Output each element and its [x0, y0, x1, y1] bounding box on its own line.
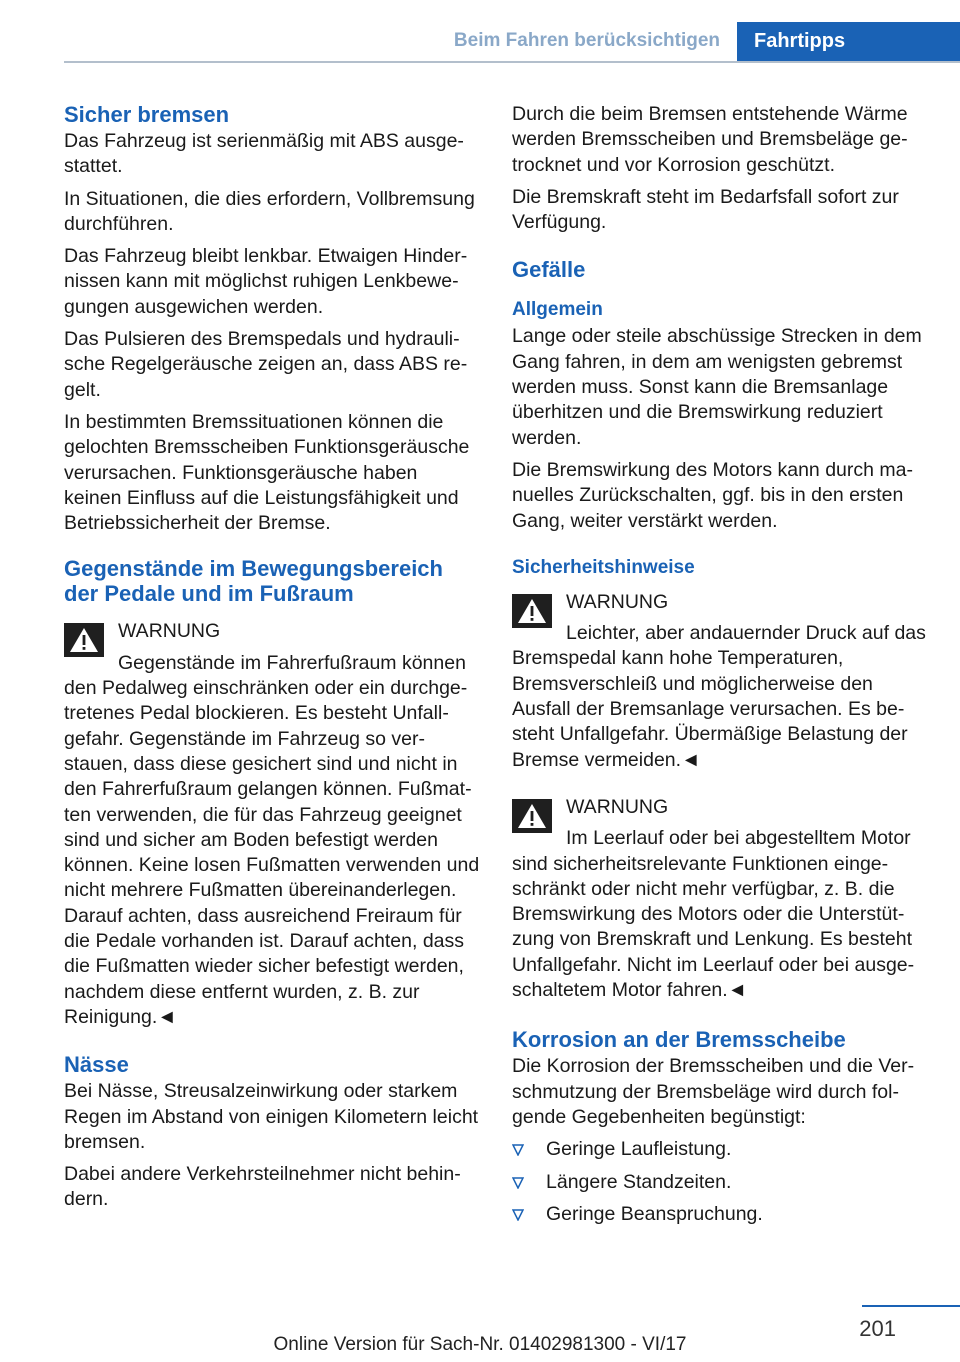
list-item [512, 1137, 926, 1162]
paragraph: Das Pulsieren des Bremspedals und hydraulische Regelgeräusche zeigen an, dass ABS regelt. [64, 328, 468, 401]
header-divider [64, 61, 960, 63]
online-version-note: Online Version für Sach-Nr. 01402981300 - VI/17 [273, 1334, 687, 1355]
paragraph: Die Korrosion der Bremsscheiben und die Verschmutzung der Bremsbeläge wird durch folgende Gegebenheiten begünstigt: [512, 1055, 915, 1128]
warning-icon [512, 594, 552, 628]
paragraph: Durch die beim Bremsen entstehende Wärme werden Bremsscheiben und Bremsbeläge getrocknet und vor Korrosion geschützt. [512, 103, 908, 176]
paragraph: Lange oder steile abschüssige Strecken in dem Gang fahren, in dem am wenigsten gebremst werden muss. Sonst kann die Bremsanlage überhitzen und die Bremswirkung reduziert werden. [512, 325, 922, 449]
warning-block [64, 619, 480, 1030]
subheading-allgemein: Allgemein [512, 299, 603, 321]
heading-gegenstaende: Gegenstände im Bewegungsbereich der Pedale und im Fußraum [64, 556, 443, 607]
paragraph: In bestimmten Bremssituationen können die gelochten Bremsscheiben Funktionsgeräusche verursachen. Funktionsgeräusche haben keinen Einfluss auf die Leistungsfähigkeit und Betriebssicherheit der Bremse. [64, 410, 470, 535]
paragraph: Die Bremswirkung des Motors kann durch manuelles Zurückschalten, ggf. bis in den ersten Gang, weiter verstärkt werden. [512, 458, 913, 532]
heading-gefaelle: Gefälle [512, 257, 586, 283]
right-column [512, 102, 926, 1234]
page-number: 201 [859, 1316, 896, 1341]
list-item-text: Längere Standzeiten. [546, 1170, 732, 1193]
warning-label: WARNUNG [566, 590, 669, 613]
footer-divider [862, 1305, 960, 1307]
warning-block [512, 795, 926, 1003]
paragraph: Dabei andere Verkehrsteilnehmer nicht behindern. [64, 1163, 461, 1211]
triangle-bullet-icon [512, 1209, 524, 1221]
warning-block [512, 590, 926, 773]
bullet-list [512, 1137, 926, 1227]
triangle-bullet-icon [512, 1177, 524, 1189]
warning-icon [512, 799, 552, 833]
heading-korrosion: Korrosion an der Bremsscheibe [512, 1027, 846, 1053]
warning-text: Gegenstände im Fahrerfußraum können den Pedalweg einschränken oder ein durchgetretenes Pedal blockieren. Es besteht Unfallgefahr. Gegenstände im Fahrzeug so verstauen, dass diese gesichert sind und nicht in den Fahrerfußraum gelangen können. Fußmatten verwenden, die für das Fahrzeug geeignet sind und sicher am Boden befestigt werden können. Keine losen Fußmatten verwenden und nicht mehrere Fußmatten übereinanderlegen. Darauf achten, dass ausreichend Freiraum für die Pedale vorhanden ist. Darauf achten, dass die Fußmatten wieder sicher befestigt werden, nachdem diese entfernt wurden, z. B. zur Reinigung.◄ [64, 651, 480, 1028]
header-section-title: Beim Fahren berücksichtigen [453, 30, 720, 51]
warning-label: WARNUNG [118, 620, 221, 643]
warning-icon [64, 623, 104, 657]
heading-sicher-bremsen: Sicher bremsen [64, 102, 230, 127]
warning-label: WARNUNG [566, 795, 669, 818]
left-column [64, 102, 480, 1220]
paragraph: Bei Nässe, Streusalzeinwirkung oder starkem Regen im Abstand von einigen Kilometern leicht bremsen. [64, 1080, 479, 1153]
warning-text: Im Leerlauf oder bei abgestelltem Motor sind sicherheitsrelevante Funktionen eingeschränkt oder nicht mehr verfügbar, z. B. die Bremswirkung des Motors oder die Unterstützung von Bremskraft und Lenkung. Es besteht Unfallgefahr. Nicht im Leerlauf oder bei ausgeschaltetem Motor fahren.◄ [512, 827, 915, 1002]
paragraph: Das Fahrzeug bleibt lenkbar. Etwaigen Hindernissen kann mit möglichst ruhigen Lenkbewegungen ausgewichen werden. [64, 245, 468, 318]
list-item-text: Geringe Laufleistung. [546, 1138, 732, 1161]
triangle-bullet-icon [512, 1144, 524, 1156]
list-item [512, 1170, 926, 1195]
subheading-sicherheitshinweise: Sicherheitshinweise [512, 556, 695, 578]
list-item-text: Geringe Beanspruchung. [546, 1202, 763, 1225]
paragraph: In Situationen, die dies erfordern, Vollbremsung durchführen. [64, 187, 475, 235]
list-item [512, 1202, 926, 1227]
heading-naesse: Nässe [64, 1052, 129, 1078]
paragraph: Das Fahrzeug ist serienmäßig mit ABS ausgestattet. [64, 130, 464, 178]
paragraph: Die Bremskraft steht im Bedarfsfall sofort zur Verfügung. [512, 185, 899, 234]
warning-text: Leichter, aber andauernder Druck auf das Bremspedal kann hohe Temperaturen, Bremsverschleiß und möglicherweise den Ausfall der Bremsanlage verursachen. Es besteht Unfallgefahr. Übermäßige Belastung der Bremse vermeiden.◄ [512, 622, 926, 771]
header-chapter-tab: Fahrtipps [737, 22, 960, 63]
